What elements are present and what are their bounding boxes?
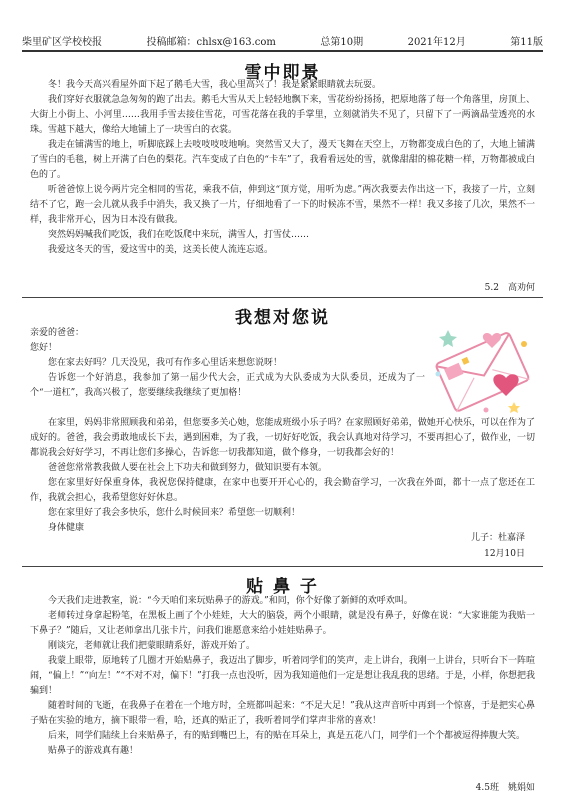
article-2-paragraph: 爸爸您常常教我做人要在社会上下功夫和做到努力，做知识要有本领。 [48,463,328,473]
article-2-body [30,416,535,536]
article-2-signature-name: 儿子：杜嘉泽 [470,533,525,543]
article-1-paragraph: 我爱这冬天的雪，爱这雪中的美，这美长使人流连忘返。 [48,245,274,255]
letter-hello: 您好！ [30,343,58,353]
article-1-paragraph: 我走在铺满雪的地上，听脚底踩上去吱吱吱吱地响。突然雪又大了，漫天飞舞在天空上，万物都变成白色的了，大地上铺满了雪白的毛毯，树上开满了白色的梨花。汽车变成了白色的“卡车”了，我看看远处的雪，就像甜甜的棉花糖一样，万物都被成白色的了。 [30,140,535,180]
article-2-paragraph: 您在家里好好保重身体，我祝您保持健康，在家中也要开开心心的，我会勤奋学习，一次我在外面，都十一点了您还在工作，我就会担心，我希望您好好休息。 [30,478,535,503]
article-3-paragraph: 老师转过身拿起粉笔，在黑板上画了个小娃娃，大大的脑袋，两个小眼睛，就是没有鼻子，好像在说：“大家谁能为我贴一下鼻子？”随后，又让老师拿出几张卡片，问我们谁愿意来给小娃娃贴鼻子。 [30,611,535,636]
article-3-paragraph: 我蒙上眼带，原地转了几圈才开始贴鼻子，我迈出了脚步，听着同学们的笑声，走上讲台，我刚一上讲台，只听台下一阵喧闹，“偏上！”“向左！”“不对不对，偏下！”打我一点也没听，因为我知道他们一定是想让我乱我的思绪。于是，小样，你想把我骗到！ [30,656,535,696]
article-2-paragraph: 您在家里好了我会多快乐，您什么时候回来？希望您一切顺利！ [48,508,301,518]
edition-number: 第11版 [510,37,543,48]
article-1-paragraph: 听爸爸惊上说今两片完全相同的雪花，乘我不信，伸到这“顶方觉，用听为虑。”两次我要去作出这一下，我接了一片，立刻结不了它，跑一会儿就从我手中消失，我又换了一片，仔细地看了一下的时候冻不雪，果然不一样！我又多接了几次，果然不一样，我非常开心，因为日本没有做我。 [30,185,535,225]
page-header [22,26,543,52]
article-1-body [30,78,535,258]
article-3-paragraph: 贴鼻子的游戏真有趣！ [48,746,139,756]
article-2-signature-date: 12月10日 [484,549,525,559]
issue-date: 2021年12月 [407,37,466,48]
article-3-paragraph: 今天我们走进教室，说：“今天咱们来玩贴鼻子的游戏。”和同，你个好像了新鲜的欢呼欢叫。 [48,596,413,606]
article-3-paragraph: 刚谈完，老师就让我们把蒙眼睛系好，游戏开始了。 [48,641,256,651]
article-2-paragraph: 身体健康 [48,523,85,533]
article-2-paragraph: 告诉您一个好消息，我参加了第一届少代大会，正式成为大队委成为大队委员，还成为了一个“一道杠”，我高兴极了，您要继续我继续了更加格！ [30,373,425,398]
letter-greeting: 亲爱的爸爸： [30,328,85,338]
article-1-paragraph: 冬！我今天高兴看屋外面下起了鹅毛大雪，我心里高兴了！我是紧紧眼睛就去玩耍。 [48,80,382,90]
article-2-body-top [30,356,425,401]
article-1-paragraph: 突然妈妈喊我们吃饭，我们在吃饭爬中来玩，满雪人，打雪仗…… [48,230,310,240]
article-2-paragraph: 在家里，妈妈非常照顾我和弟弟，但您要多关心她，您能成班级小乐子吗？在家照顾好弟弟，做她开心快乐，可以在作为了成好的。爸爸，我会勇敢地成长下去，遇到困难，为了我，一切好好吃饭，我会认真地对待学习，不要再担心了，做作业，一切都说我会好好学习，不再让您们多操心，告诉您一切我都知道，做个修身，一切我都会好的！ [30,418,535,458]
article-3-paragraph: 随着时间的飞逝，在我鼻子在着在一个地方时，全班都叫起来：“不足大足！”我从这声音听中再到一个惊喜，于是把实心鼻子贴在实验的地方，摘下眼带一看，哈，还真的贴正了，我听着同学们掌声非常的喜欢！ [30,701,535,726]
article-3-signature: 4.5班 姚娟如 [475,783,535,793]
article-2-title: 我想对您说 [235,308,330,328]
article-1-title: 雪中即景 [244,63,321,83]
section-divider [22,566,543,567]
article-3-title: 贴 鼻 子 [246,577,319,597]
article-1-signature: 5.2 高劝何 [484,283,535,293]
article-2-opening [30,326,425,356]
article-1-paragraph: 我们穿好衣服就急急匆匆的跑了出去。鹅毛大雪从天上轻轻地飘下来，雪花纷纷扬扬，把原地落了每一个角落里，房顶上、大街上小街上、小河里……我用手雪去接住雪花，可雪花落在我的手掌里，立刻就消失不见了，只留下了一两滴晶莹透亮的水珠。雪越下越大，像给大地铺上了一块雪白的衣裳。 [30,95,535,135]
article-3-body [30,594,535,759]
issue-total: 总第10期 [320,37,364,48]
article-3-paragraph: 后来，同学们陆续上台来贴鼻子，有的贴到嘴巴上，有的贴在耳朵上，真是五花八门，同学们一个个都被逗得捧腹大笑。 [48,731,526,741]
school-name: 柴里矿区学校校报 [22,37,102,48]
article-2-paragraph: 您在家去好吗？几天没见，我可有作多心里话来想您说呀！ [48,358,283,368]
section-divider [22,297,543,298]
submission-email: 投稿邮箱：chlsx@163.com [146,37,276,48]
love-letter-envelope-icon [428,316,536,416]
